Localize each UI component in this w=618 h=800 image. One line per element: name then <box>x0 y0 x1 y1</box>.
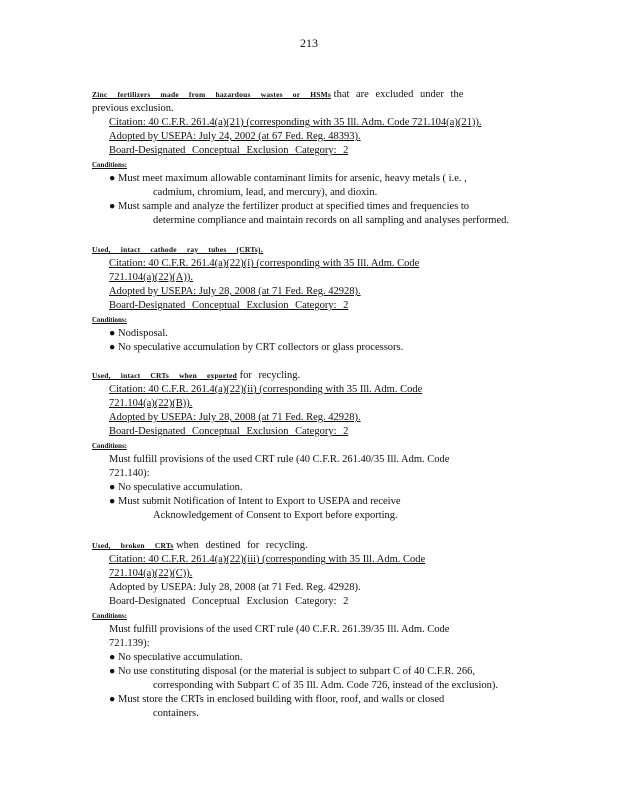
adopted-line: Adopted by USEPA: July 28, 2008 (at 71 Fed. Reg. 42928). <box>109 286 361 297</box>
citation-line-continued: 721.104(a)(22)(C)). <box>109 568 193 579</box>
conditions-label: Conditions: <box>92 161 128 169</box>
bullet-icon: ● <box>109 666 116 677</box>
section-heading: Used, intact cathode ray tubes (CRTs) <box>92 245 261 254</box>
condition-text-continued: containers. <box>153 708 199 719</box>
adopted-line: Adopted by USEPA: July 24, 2002 (at 67 Fed. Reg. 48393). <box>109 131 361 142</box>
condition-bullet <box>92 481 532 495</box>
condition-text: No speculative accumulation by CRT collectors or glass processors. <box>118 342 404 353</box>
conditions-label: Conditions: <box>92 612 128 620</box>
bullet-icon: ● <box>109 694 116 705</box>
board-category-line: Board-Designated Conceptual Exclusion Category: 2 <box>109 145 349 156</box>
bullet-icon: ● <box>109 652 116 663</box>
section-exported-crts <box>92 369 532 523</box>
bullet-icon: ● <box>109 328 116 339</box>
section-heading-rest: . <box>260 244 264 255</box>
conditions-label: Conditions: <box>92 316 128 324</box>
condition-text-continued: corresponding with Subpart C of 35 Ill. Adm. Code 726, instead of the exclusion). <box>153 680 498 691</box>
condition-bullet <box>92 495 532 523</box>
condition-intro-continued: 721.140): <box>109 468 150 479</box>
condition-text-continued: cadmium, chromium, lead, and mercury), and dioxin. <box>153 187 378 198</box>
condition-text: Must store the CRTs in enclosed building with floor, roof, and walls or closed <box>118 694 445 705</box>
section-zinc-fertilizers <box>92 88 532 228</box>
condition-bullet <box>92 341 532 355</box>
condition-bullet <box>92 693 532 721</box>
section-intact-crts <box>92 243 532 355</box>
citation-line-continued: 721.104(a)(22)(A)). <box>109 272 193 283</box>
page-number: 213 <box>300 36 318 50</box>
condition-bullet <box>92 651 532 665</box>
condition-text: No speculative accumulation. <box>118 482 243 493</box>
section-heading: Used, broken CRTs <box>92 541 174 550</box>
condition-text-continued: Acknowledgement of Consent to Export before exporting. <box>153 510 398 521</box>
adopted-line: Adopted by USEPA: July 28, 2008 (at 71 Fed. Reg. 42928). <box>109 582 361 593</box>
citation-line: Citation: 40 C.F.R. 261.4(a)(22)(ii) (corresponding with 35 Ill. Adm. Code <box>109 384 423 395</box>
section-heading-rest: for recycling. <box>239 370 301 381</box>
bullet-icon: ● <box>109 342 116 353</box>
bullet-icon: ● <box>109 482 116 493</box>
board-category-line: Board-Designated Conceptual Exclusion Category: 2 <box>109 300 349 311</box>
citation-line: Citation: 40 C.F.R. 261.4(a)(21) (corresponding with 35 Ill. Adm. Code 721.104(a)(21)). <box>109 117 482 128</box>
condition-bullet <box>92 327 532 341</box>
condition-intro-continued: 721.139): <box>109 638 150 649</box>
condition-intro: Must fulfill provisions of the used CRT rule (40 C.F.R. 261.40/35 Ill. Adm. Code <box>109 454 450 465</box>
condition-intro: Must fulfill provisions of the used CRT rule (40 C.F.R. 261.39/35 Ill. Adm. Code <box>109 624 450 635</box>
board-category-line: Board-Designated Conceptual Exclusion Category: 2 <box>109 596 349 607</box>
section-heading-rest: when destined for recycling. <box>176 540 308 551</box>
citation-line-continued: 721.104(a)(22)(B)). <box>109 398 193 409</box>
section-heading-rest: that are excluded under the <box>333 89 464 100</box>
condition-text: No speculative accumulation. <box>118 652 243 663</box>
condition-text: Nodisposal. <box>118 328 168 339</box>
condition-text-continued: determine compliance and maintain records on all sampling and analyses performed. <box>153 215 510 226</box>
board-category-line: Board-Designated Conceptual Exclusion Category: 2 <box>109 426 349 437</box>
bullet-icon: ● <box>109 496 116 507</box>
condition-text: No use constituting disposal (or the material is subject to subpart C of 40 C.F.R. 266, <box>118 666 475 677</box>
condition-text: Must sample and analyze the fertilizer product at specified times and frequencies to <box>118 201 470 212</box>
section-heading-continued: previous exclusion. <box>92 103 174 114</box>
section-heading: Zinc fertilizers made from hazardous wastes or HSMs <box>92 90 332 99</box>
condition-text: Must meet maximum allowable contaminant limits for arsenic, heavy metals ( i.e. , <box>118 173 467 184</box>
section-heading: Used, intact CRTs when exported <box>92 371 237 380</box>
condition-bullet <box>92 172 532 200</box>
condition-bullet <box>92 200 532 228</box>
conditions-label: Conditions: <box>92 442 128 450</box>
condition-text: Must submit Notification of Intent to Export to USEPA and receive <box>118 496 401 507</box>
condition-bullet <box>92 665 532 693</box>
adopted-line: Adopted by USEPA: July 28, 2008 (at 71 Fed. Reg. 42928). <box>109 412 361 423</box>
bullet-icon: ● <box>109 173 116 184</box>
bullet-icon: ● <box>109 201 116 212</box>
citation-line: Citation: 40 C.F.R. 261.4(a)(22)(i) (corresponding with 35 Ill. Adm. Code <box>109 258 420 269</box>
section-broken-crts <box>92 539 532 721</box>
citation-line: Citation: 40 C.F.R. 261.4(a)(22)(iii) (corresponding with 35 Ill. Adm. Code <box>109 554 426 565</box>
